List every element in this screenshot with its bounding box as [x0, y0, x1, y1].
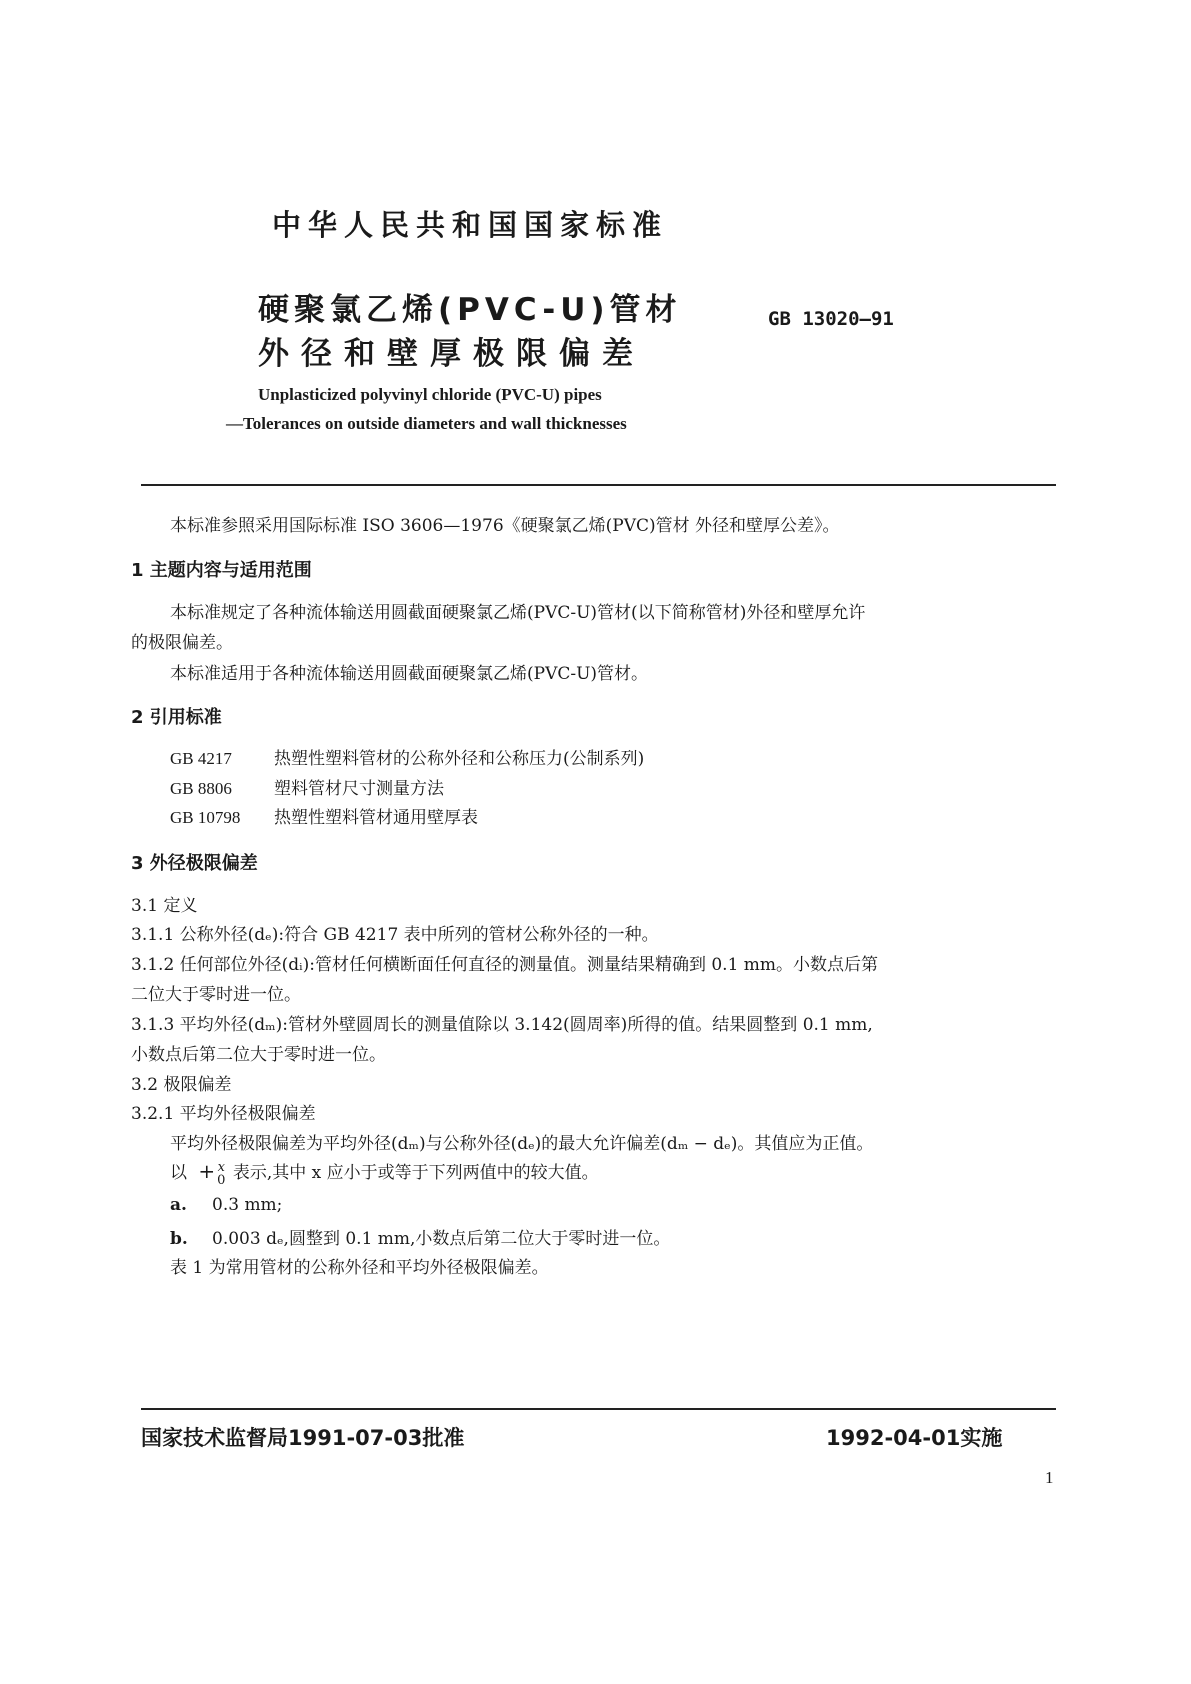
- footer-rule: [141, 1408, 1056, 1410]
- reference-item: [170, 774, 444, 799]
- reference-item: [170, 803, 478, 828]
- section-1-para-2: 本标准适用于各种流体输送用圆截面硬聚氯乙烯(PVC-U)管材。: [170, 664, 649, 684]
- list-item-text: 0.3 mm;: [212, 1195, 283, 1215]
- list-item-label: a.: [170, 1195, 187, 1215]
- section-3-1-1: 3.1.1 公称外径(dₑ):符合 GB 4217 表中所列的管材公称外径的一种。: [131, 925, 659, 945]
- section-3-1-3-line-2: 小数点后第二位大于零时进一位。: [131, 1045, 386, 1065]
- reference-title: 塑料管材尺寸测量方法: [274, 779, 444, 799]
- section-2-heading: 2 引用标准: [131, 707, 222, 728]
- national-standard-heading: 中华人民共和国国家标准: [272, 208, 669, 242]
- section-1-heading: 1 主题内容与适用范围: [131, 560, 312, 581]
- section-1-para-1-line-1: 本标准规定了各种流体输送用圆截面硬聚氯乙烯(PVC-U)管材(以下简称管材)外径和壁厚允许: [170, 603, 866, 623]
- title-line-2: 外径和壁厚极限偏差: [258, 336, 645, 372]
- section-3-1-2-line-1: 3.1.2 任何部位外径(dᵢ):管材任何横断面任何直径的测量值。测量结果精确到 0.1 mm。小数点后第: [131, 955, 879, 975]
- reference-code: GB 10798: [170, 808, 241, 827]
- section-1-para-1-line-2: 的极限偏差。: [131, 633, 233, 653]
- tolerance-upper: x: [217, 1159, 225, 1175]
- header-rule: [141, 484, 1056, 486]
- title-en-line-1: Unplasticized polyvinyl chloride (PVC-U) pipes: [258, 385, 602, 404]
- reference-code: GB 4217: [170, 749, 232, 768]
- section-3-2-1-heading: 3.2.1 平均外径极限偏差: [131, 1104, 316, 1124]
- title-en-line-2: —Tolerances on outside diameters and wall thicknesses: [226, 414, 627, 433]
- reference-title: 热塑性塑料管材通用壁厚表: [274, 808, 478, 828]
- tolerance-fraction: [217, 1161, 225, 1187]
- tolerance-suffix: 表示,其中 x 应小于或等于下列两值中的较大值。: [232, 1163, 599, 1183]
- list-item-label: b.: [170, 1229, 188, 1249]
- table-note: 表 1 为常用管材的公称外径和平均外径极限偏差。: [170, 1258, 549, 1278]
- tolerance-prefix: 以: [170, 1163, 187, 1183]
- intro-paragraph: 本标准参照采用国际标准 ISO 3606—1976《硬聚氯乙烯(PVC)管材 外径和壁厚公差》。: [170, 516, 840, 536]
- list-item-a: [170, 1195, 282, 1215]
- section-3-2-heading: 3.2 极限偏差: [131, 1075, 232, 1095]
- approval-date: 国家技术监督局1991-07-03批准: [141, 1426, 465, 1450]
- tolerance-sign: +: [198, 1159, 216, 1183]
- reference-code: GB 8806: [170, 779, 232, 798]
- reference-title: 热塑性塑料管材的公称外径和公称压力(公制系列): [274, 749, 645, 769]
- section-3-1-3-line-1: 3.1.3 平均外径(dₘ):管材外壁圆周长的测量值除以 3.142(圆周率)所得的值。结果圆整到 0.1 mm,: [131, 1015, 873, 1035]
- standard-number: GB 13020—91: [768, 308, 894, 330]
- tolerance-lower: 0: [217, 1172, 226, 1188]
- page-number: 1: [1045, 1468, 1054, 1487]
- implementation-date: 1992-04-01实施: [826, 1426, 1003, 1450]
- section-3-heading: 3 外径极限偏差: [131, 853, 258, 874]
- section-3-1-2-line-2: 二位大于零时进一位。: [131, 985, 301, 1005]
- list-item-b: [170, 1224, 670, 1249]
- tolerance-expression: [170, 1158, 599, 1187]
- section-3-2-1-paragraph: 平均外径极限偏差为平均外径(dₘ)与公称外径(dₑ)的最大允许偏差(dₘ − dₑ)。其值应为正值。: [170, 1134, 874, 1154]
- reference-item: [170, 744, 644, 769]
- title-line-1: 硬聚氯乙烯(PVC-U)管材: [258, 292, 682, 328]
- section-3-1-heading: 3.1 定义: [131, 896, 198, 916]
- list-item-text: 0.003 dₑ,圆整到 0.1 mm,小数点后第二位大于零时进一位。: [212, 1229, 671, 1249]
